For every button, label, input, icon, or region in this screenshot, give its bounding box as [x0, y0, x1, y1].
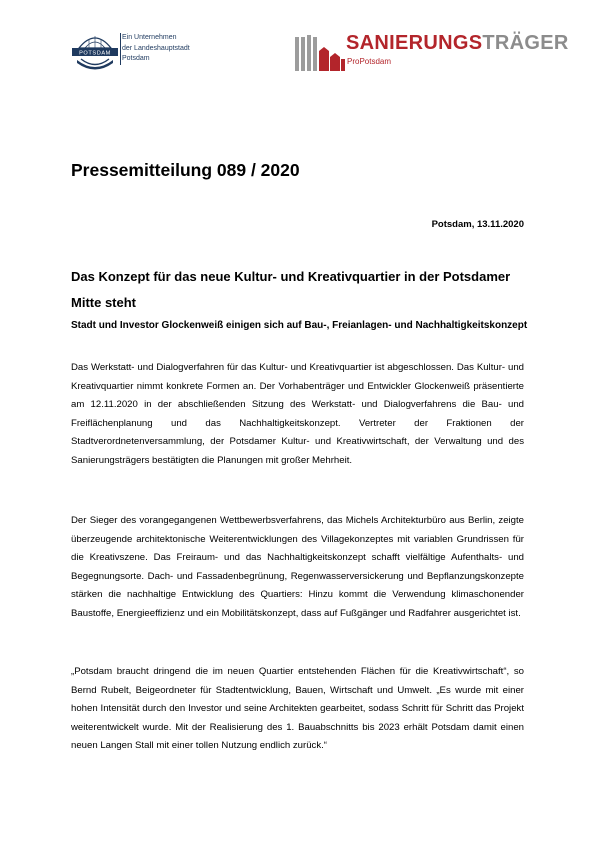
brand-part1: SANIERUNGS	[346, 32, 483, 54]
body-paragraph: Das Werkstatt- und Dialogverfahren für das Kultur- und Kreativquartier ist abgeschlossen. Das Kultur- und Kreativquartier nimmt konkrete Formen an. Der Vorhabenträger und Entwickler Glockenweiß präsentierte am 12.11.2020 in der abschließenden Sitzung des Werkstatt- und Dialogverfahrens die Bau- und Freiflächenplanung und das Nachhaltigkeitskonzept. Vertreter der Fraktionen der Stadtverordnetenversammlung, der Potsdamer Kultur- und Kreativwirtschaft, der Verwaltung und des Sanierungsträgers bestätigten die Planungen mit großer Mehrheit.	[71, 362, 524, 466]
sanierungstraeger-bars-icon	[295, 33, 345, 71]
document-date: Potsdam, 13.11.2020	[431, 219, 524, 230]
potsdam-logo-label: POTSDAM	[79, 50, 111, 57]
sanierungstraeger-wordmark	[346, 32, 569, 54]
brand-part2: TRÄGER	[482, 32, 569, 54]
potsdam-dome-icon	[79, 36, 111, 48]
potsdam-tagline-line: der Landeshauptstadt	[122, 44, 190, 52]
headline: Das Konzept für das neue Kultur- und Kreativquartier in der Potsdamer Mitte steht	[71, 269, 511, 310]
logo-divider	[120, 33, 121, 65]
potsdam-tagline-line: Ein Unternehmen	[122, 34, 177, 41]
page-title: Pressemitteilung 089 / 2020	[71, 160, 300, 180]
body-paragraph: Der Sieger des vorangegangenen Wettbewerbsverfahrens, das Michels Architekturbüro aus Berlin, zeigte überzeugende architektonische Weiterentwicklungen des Villagekonzeptes mit variablen Grundrissen für die Kreativszene. Das Freiraum- und das Nachhaltigkeitskonzept schafft vielfältige Aufenthalts- und Begegnungsorte. Dach- und Fassadenbegrünung, Regenwasserversickerung und Bepflanzungskonzepte stärken die nachhaltige Entwicklung des Quartiers: Hinzu kommt die Verwendung klimaschonender Baustoffe, Energieeffizienz und ein Mobilitätskonzept, dass auf Fußgänger und Radfahrer ausgerichtet ist.	[71, 515, 524, 619]
body-paragraph: „Potsdam braucht dringend die im neuen Quartier entstehenden Flächen für die Kreativwirtschaft“, so Bernd Rubelt, Beigeordneter für Stadtentwicklung, Bauen, Wirtschaft und Umwelt. „Es wurde mit einer hohen Intensität durch den Investor und seine Architekten gearbeitet, sodass Schritt für Schritt das Projekt weiterentwickelt wurde. Mit der Realisierung des 1. Bauabschnitts bis 2023 erhält Potsdam damit einen neuen Langen Stall mit einer tollen Nutzung endlich zurück.“	[71, 666, 524, 751]
potsdam-tagline	[122, 33, 242, 65]
brand-sub: ProPotsdam	[347, 57, 392, 66]
potsdam-logo	[71, 30, 119, 74]
subheadline: Stadt und Investor Glockenweiß einigen sich auf Bau-, Freianlagen- und Nachhaltigkeitskonzept	[71, 320, 528, 331]
potsdam-tagline-line: Potsdam	[122, 55, 150, 62]
